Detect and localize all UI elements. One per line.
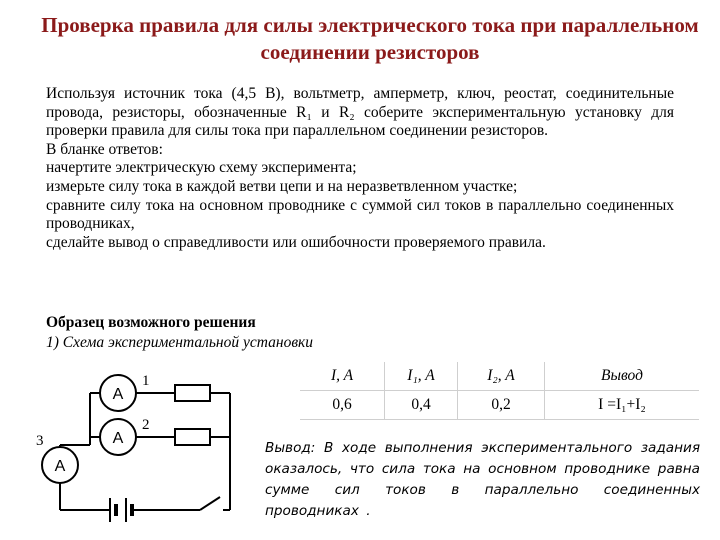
ammeter-2-label: A: [112, 430, 124, 447]
header-i: I, A: [300, 362, 385, 391]
cell-conclusion: I =I₁+I₂: [545, 391, 700, 420]
resistor-r2: [175, 429, 210, 445]
results-table: [300, 362, 699, 420]
ammeter-1-label: A: [112, 386, 124, 403]
scheme-heading: 1) Схема экспериментальной установки: [46, 334, 314, 351]
cell-i1: 0,4: [385, 391, 458, 420]
task-step-4: сделайте вывод о справедливости или ошибочности проверяемого правила.: [46, 233, 546, 251]
battery-icon: [110, 498, 132, 522]
header-i2: I₂, A: [458, 362, 545, 391]
task-step-1: начертите электрическую схему эксперимента;: [46, 159, 357, 177]
resistor-r1: [175, 385, 210, 401]
ammeter-3: [42, 447, 78, 483]
circuit-diagram: [30, 365, 260, 535]
branch-label-2: 2: [142, 417, 150, 433]
task-step-3: сравните силу тока на основном проводнике с суммой сил токов в параллельно соединенных проводниках,: [46, 196, 674, 233]
task-step-2: измерьте силу тока в каждой ветви цепи и на неразветвленном участке;: [46, 177, 518, 195]
header-i1: I₁, A: [385, 362, 458, 391]
ammeter-3-label: A: [54, 458, 66, 475]
ammeter-1: [100, 375, 136, 411]
sample-solution-heading: Образец возможного решения: [46, 314, 256, 331]
table-row: [300, 391, 699, 420]
ammeter-2: [100, 419, 136, 455]
header-conclusion: Вывод: [545, 362, 700, 391]
branch-label-3: 3: [36, 433, 44, 449]
task-text: [46, 85, 674, 252]
task-paragraph: Используя источник тока (4,5 В), вольтметр, амперметр, ключ, реостат, соединительные провода, резисторы, обозначенные R₁ и R₂ соберите экспериментальную установку для проверки правила для силы тока при параллельном соединении резисторов.: [46, 85, 674, 140]
cell-i: 0,6: [300, 391, 385, 420]
branch-label-1: 1: [142, 373, 150, 389]
cell-i2: 0,2: [458, 391, 545, 420]
conclusion-text: Вывод: В ходе выполнения экспериментального задания оказалось, что сила тока на основном проводнике равна сумме сил токов в параллельно соединенных проводниках .: [265, 440, 700, 519]
table-header-row: [300, 362, 699, 391]
answer-form-line: В бланке ответов:: [46, 140, 163, 158]
page-title: Проверка правила для силы электрического тока при параллельном соединении резисторов: [41, 13, 699, 64]
